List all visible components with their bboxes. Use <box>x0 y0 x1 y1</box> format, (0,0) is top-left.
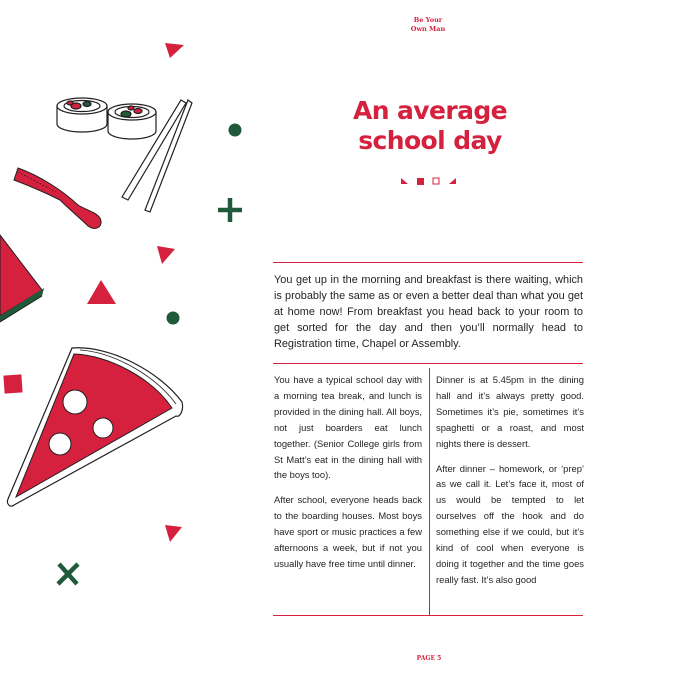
top-rule <box>273 262 583 263</box>
pizza-slice-icon <box>7 348 182 506</box>
column-divider <box>429 368 430 615</box>
food-illustration <box>0 0 270 680</box>
square-confetti <box>3 374 22 393</box>
watermelon-icon <box>0 235 44 322</box>
section-header <box>400 16 456 34</box>
sushi-icon <box>108 104 156 139</box>
title-ornament <box>400 176 460 186</box>
right-column <box>436 372 584 606</box>
header-line-2: Own Man <box>410 25 446 33</box>
paragraph: Dinner is at 5.45pm in the dining hall and it’s always pretty good. Sometimes it’s pie, sometimes it’s spaghetti or a roast, and most nights there is dessert. <box>436 374 584 449</box>
sushi-icon <box>57 98 107 132</box>
paragraph: You have a typical school day with a morning tea break, and lunch is provided in the dining hall. All boys, not just boarders eat lunch together. (Senior College girls from St Matt’s eat in the dining hall with the boys too). <box>274 374 422 481</box>
paragraph: After school, everyone heads back to the boarding houses. Most boys have sport or music practices a few afternoons a week, but if not you usually have free time until dinner. <box>274 494 422 569</box>
left-column <box>274 372 422 581</box>
page-number: PAGE 5 <box>416 655 442 662</box>
circle-confetti <box>167 124 242 325</box>
bottom-rule <box>273 615 583 616</box>
header-line-1: Be Your <box>413 16 443 24</box>
intro-paragraph: You get up in the morning and breakfast is there waiting, which is probably the same as or even a better deal than what you get at home now! From breakfast you head back to your room to get sorted for the day and then you’ll normally head to Registration time, Chapel or Assembly. <box>274 274 583 350</box>
comb-icon <box>14 168 101 228</box>
paragraph: After dinner – homework, or ‘prep’ as we call it. Let’s face it, most of us would be tempted to let ourselves off the hook and do something else if we could, but it’s kind of cool when everyone is doing it together and the time goes really fast. It’s also good <box>436 462 584 585</box>
title-line-2: school day <box>358 126 502 155</box>
middle-rule <box>273 363 583 364</box>
page-title <box>330 96 530 156</box>
title-line-1: An average <box>352 96 508 125</box>
